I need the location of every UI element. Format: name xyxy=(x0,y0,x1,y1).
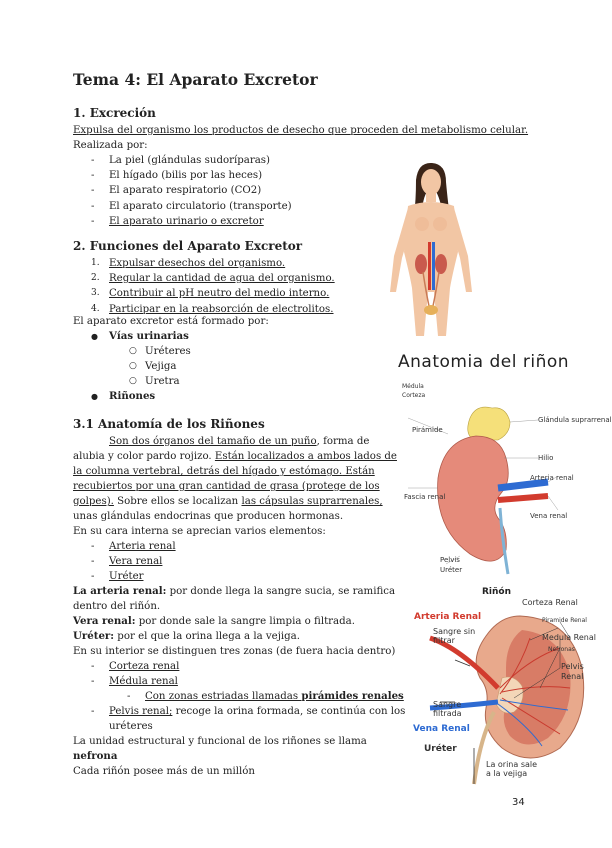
list-item: uréteres xyxy=(109,721,153,733)
paragraph-line: recubiertos por una gran cantidad de grasa (protege de los xyxy=(73,481,380,492)
diagram2-sangre-filtrada-label: Sangre filtrada xyxy=(433,700,462,718)
paragraph-line: unas glándulas endocrinas que producen hormonas. xyxy=(73,511,344,522)
list-item: - La piel (glándulas sudoríparas) xyxy=(109,153,292,168)
paragraph-line: la columna vertebral, detrás del hígado y estómago. Están xyxy=(73,466,375,477)
list-item: - El aparato circulatorio (transporte) xyxy=(109,199,292,214)
list-item: 3. Contribuir al pH neutro del medio interno. xyxy=(91,288,330,300)
diagram1-label: Glándula suprarrenal xyxy=(538,416,612,424)
diagram2-vena-label: Vena Renal xyxy=(413,724,470,734)
piramides-list xyxy=(145,689,404,704)
list-item: - Pelvis renal; recoge la orina formada, se continúa con los xyxy=(109,704,405,719)
diagram1-title: Anatomia del riñon xyxy=(398,352,570,372)
list-item: ○ Vejiga xyxy=(145,359,191,374)
page-number: 34 xyxy=(512,797,525,808)
diagram1-label: Corteza xyxy=(402,392,426,399)
rinones-list xyxy=(109,389,155,404)
list-item: ○ Uréteres xyxy=(145,344,191,359)
diagram1-label: Médula xyxy=(402,383,424,390)
diagram2-nefronas-label: Nefronas xyxy=(548,646,575,653)
paragraph-line: alubia y color pardo rojizo. Están localizados a ambos lados de xyxy=(73,451,397,462)
diagram2-pelvis-label: Pelvis Renal xyxy=(561,662,584,681)
diagram1-label: Pelvis xyxy=(440,556,460,564)
list-item: - El aparato respiratorio (CO2) xyxy=(109,183,292,198)
diagram2-orina-label: La orina sale a la vejiga xyxy=(486,760,538,778)
diagram1-label: Pirámide xyxy=(412,426,443,434)
list-item: - El aparato urinario o excretor xyxy=(109,214,292,229)
diagram2-arteria-label: Arteria Renal xyxy=(414,612,482,622)
diagram2-corteza-label: Corteza Renal xyxy=(522,598,578,607)
paragraph-line: En su interior se distinguen tres zonas (de fuera hacia dentro) xyxy=(73,646,396,657)
list-item: 2. Regular la cantidad de agua del organismo. xyxy=(91,273,335,285)
elements-list xyxy=(109,539,176,585)
section-excrecion-heading: 1. Excreción xyxy=(73,106,156,120)
formed-by-text: El aparato excretor está formado por: xyxy=(73,316,269,327)
paragraph-line: La arteria renal: por donde llega la sangre sucia, se ramifica xyxy=(73,585,396,597)
excrecion-definition: Expulsa del organismo los productos de desecho que proceden del metabolismo celular. xyxy=(73,125,529,136)
pelvis-list xyxy=(109,704,405,734)
list-item: - El hígado (bilis por las heces) xyxy=(109,168,292,183)
nefrona-term: nefrona xyxy=(73,750,118,762)
vias-list xyxy=(109,329,189,344)
list-item: - Arteria renal xyxy=(109,539,176,554)
list-item: ● Riñones xyxy=(109,389,155,404)
diagram2-medula-label: Medula Renal xyxy=(542,633,596,642)
section-funciones-heading: 2. Funciones del Aparato Excretor xyxy=(73,239,303,253)
zones-list xyxy=(109,659,179,689)
list-item: - Médula renal xyxy=(109,674,179,689)
paragraph-line: Uréter: por el que la orina llega a la vejiga. xyxy=(73,630,300,642)
vias-sublist xyxy=(145,344,191,390)
list-item: 1. Expulsar desechos del organismo. xyxy=(91,258,286,269)
diagram2-piramide-label: Piramide Renal xyxy=(542,617,587,624)
diagram1-label: Arteria renal xyxy=(530,474,574,482)
diagram1-label: Uréter xyxy=(440,566,463,574)
diagram2-ureter-label: Uréter xyxy=(424,744,457,754)
paragraph-line: La unidad estructural y funcional de los riñones se llama xyxy=(73,736,367,747)
list-item: - Con zonas estriadas llamadas pirámides renales xyxy=(145,689,404,704)
realizada-label: Realizada por: xyxy=(73,140,148,151)
paragraph-line: Vera renal: por donde sale la sangre limpia o filtrada. xyxy=(73,615,355,627)
list-item: ○ Uretra xyxy=(145,374,191,389)
paragraph-line: Cada riñón posee más de un millón xyxy=(73,766,255,777)
human-urinary-figure xyxy=(380,160,480,348)
diagram2-title: Riñón xyxy=(482,587,512,597)
list-item: - Corteza renal xyxy=(109,659,179,674)
functions-list xyxy=(91,256,335,317)
paragraph-line: dentro del riñón. xyxy=(73,601,161,612)
list-item: - Uréter xyxy=(109,569,176,584)
list-item: ● Vías urinarias xyxy=(109,329,189,344)
diagram1-label: Fascia renal xyxy=(404,493,446,501)
paragraph-line: golpes). Sobre ellos se localizan las cápsulas suprarrenales, xyxy=(73,496,383,507)
paragraph-line: En su cara interna se aprecian varios elementos: xyxy=(73,526,326,537)
list-item: - Vera renal xyxy=(109,554,176,569)
diagram1-label: Vena renal xyxy=(530,512,568,520)
paragraph-line: Son dos órganos del tamaño de un puño, forma de xyxy=(109,436,370,447)
diagram1-label: Hilio xyxy=(538,454,554,462)
page-title: Tema 4: El Aparato Excretor xyxy=(73,70,318,89)
section-anatomia-heading: 3.1 Anatomía de los Riñones xyxy=(73,417,265,431)
excrecion-list xyxy=(109,153,292,229)
diagram2-sangre-sin-label: Sangre sin filtrar xyxy=(433,627,476,645)
list-item: 4. Participar en la reabsorción de electrolitos. xyxy=(91,303,334,315)
